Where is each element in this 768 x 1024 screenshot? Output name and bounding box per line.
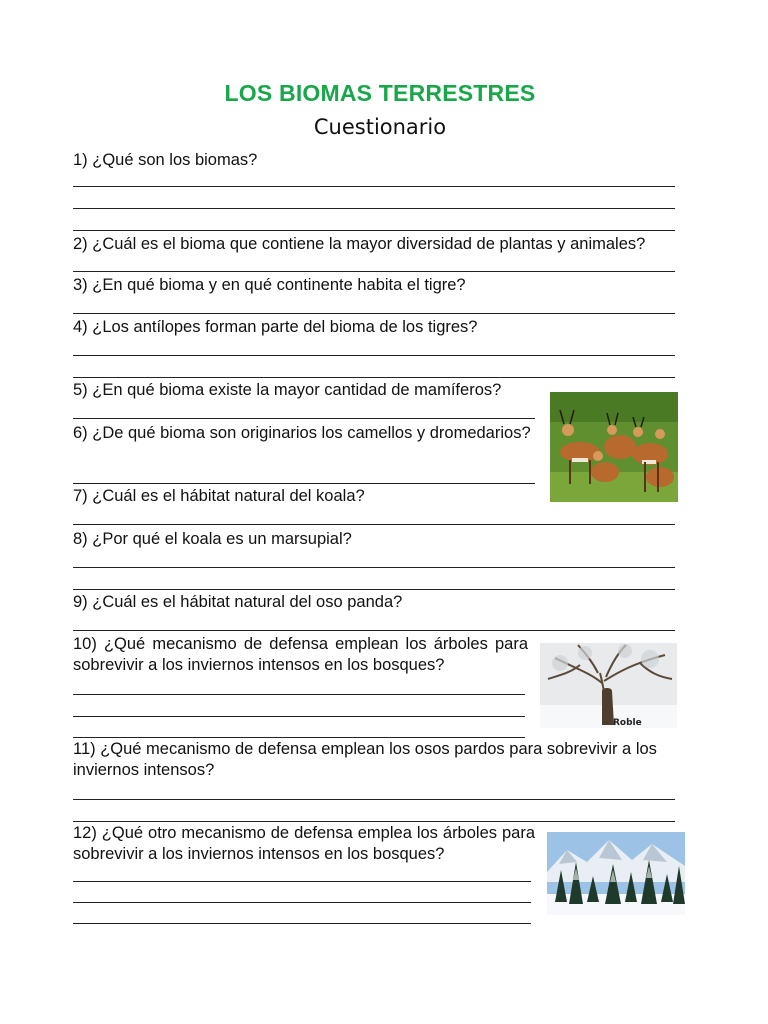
- question-8: 8) ¿Por qué el koala es un marsupial?: [73, 530, 352, 548]
- answer-line: [73, 355, 675, 356]
- answer-line: [73, 567, 675, 568]
- page-subtitle: Cuestionario: [313, 115, 447, 139]
- question-11: 11) ¿Qué mecanismo de defensa emplean los osos pardos para sobrevivir a los inviernos intensos?: [73, 740, 657, 779]
- answer-line: [73, 694, 525, 695]
- answer-line: [73, 377, 675, 378]
- oak-caption: Roble: [613, 718, 642, 728]
- antelope-photo: [550, 392, 678, 502]
- question-6: 6) ¿De qué bioma son originarios los camellos y dromedarios?: [73, 424, 531, 442]
- answer-line: [73, 821, 675, 822]
- answer-line: [73, 483, 535, 484]
- question-3: 3) ¿En qué bioma y en qué continente habita el tigre?: [73, 276, 466, 294]
- answer-line: [73, 524, 675, 525]
- answer-line: [73, 923, 531, 924]
- oak-tree-photo: [540, 643, 677, 728]
- question-7: 7) ¿Cuál es el hábitat natural del koala?: [73, 487, 365, 505]
- answer-line: [73, 313, 675, 314]
- answer-line: [73, 716, 525, 717]
- answer-line: [73, 881, 531, 882]
- answer-line: [73, 630, 675, 631]
- answer-line: [73, 230, 675, 231]
- answer-line: [73, 271, 675, 272]
- answer-line: [73, 589, 675, 590]
- answer-line: [73, 799, 675, 800]
- question-9: 9) ¿Cuál es el hábitat natural del oso panda?: [73, 593, 403, 611]
- question-12: 12) ¿Qué otro mecanismo de defensa emplea los árboles para sobrevivir a los inviernos intensos en los bosques?: [73, 824, 535, 863]
- question-1: 1) ¿Qué son los biomas?: [73, 151, 258, 169]
- answer-line: [73, 902, 531, 903]
- answer-line: [73, 186, 675, 187]
- answer-line: [73, 418, 535, 419]
- answer-line: [73, 737, 525, 738]
- snowy-forest-photo: [547, 832, 685, 915]
- question-10: 10) ¿Qué mecanismo de defensa emplean los árboles para sobrevivir a los inviernos intensos en los bosques?: [73, 635, 528, 674]
- question-5: 5) ¿En qué bioma existe la mayor cantidad de mamíferos?: [73, 381, 502, 399]
- question-4: 4) ¿Los antílopes forman parte del bioma de los tigres?: [73, 318, 478, 336]
- page-title: LOS BIOMAS TERRESTRES: [224, 80, 536, 106]
- answer-line: [73, 208, 675, 209]
- question-2: 2) ¿Cuál es el bioma que contiene la mayor diversidad de plantas y animales?: [73, 235, 646, 253]
